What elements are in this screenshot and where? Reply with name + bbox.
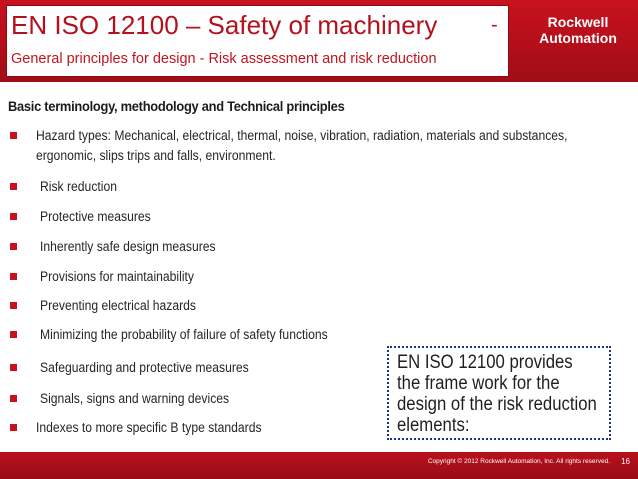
slide-footer <box>0 452 638 479</box>
bullet-square-icon <box>10 364 17 371</box>
title-dash: - <box>491 14 498 36</box>
copyright-notice: Copyright © 2012 Rockwell Automation, Inc. All rights reserved. <box>427 458 610 465</box>
bullet-square-icon <box>10 243 17 250</box>
bullet-square-icon <box>10 183 17 190</box>
bullet-square-icon <box>10 132 17 139</box>
bullet-item <box>10 207 630 227</box>
bullet-text: Provisions for maintainability <box>40 269 194 284</box>
page-number: 16 <box>621 457 630 466</box>
rockwell-automation-logo <box>528 14 628 46</box>
title-box <box>6 5 509 77</box>
section-heading: Basic terminology, methodology and Technical principles <box>8 98 345 114</box>
callout-text: EN ISO 12100 provides the frame work for the design of the risk reduction elements: <box>397 352 597 436</box>
bullet-text: Preventing electrical hazards <box>40 298 197 313</box>
logo-line-2: Automation <box>539 30 617 46</box>
bullet-square-icon <box>10 331 17 338</box>
bullet-item <box>10 325 630 345</box>
bullet-square-icon <box>10 302 17 309</box>
bullet-square-icon <box>10 424 17 431</box>
bullet-square-icon <box>10 395 17 402</box>
bullet-text: Protective measures <box>40 209 151 224</box>
logo-line-1: Rockwell <box>547 14 609 30</box>
slide-content <box>0 82 638 479</box>
slide-subtitle: General principles for design - Risk assessment and risk reduction <box>11 51 437 67</box>
bullet-text: Signals, signs and warning devices <box>40 391 230 406</box>
bullet-item <box>10 126 630 166</box>
bullet-square-icon <box>10 273 17 280</box>
slide-header <box>0 0 638 82</box>
slide-title: EN ISO 12100 – Safety of machinery <box>11 10 438 40</box>
bullet-square-icon <box>10 213 17 220</box>
bullet-item <box>10 237 630 257</box>
bullet-text: Safeguarding and protective measures <box>40 360 249 375</box>
callout-box <box>387 346 611 440</box>
bullet-text: Inherently safe design measures <box>40 239 216 254</box>
bullet-item <box>10 267 630 287</box>
bullet-text: Hazard types: Mechanical, electrical, thermal, noise, vibration, radiation, materials and substances, ergonomic, slips trips and falls, environment. <box>36 128 568 163</box>
bullet-item <box>10 177 630 197</box>
bullet-text: Risk reduction <box>40 179 117 194</box>
bullet-text: Indexes to more specific B type standards <box>36 420 262 435</box>
bullet-text: Minimizing the probability of failure of safety functions <box>40 327 328 342</box>
bullet-item <box>10 296 630 316</box>
